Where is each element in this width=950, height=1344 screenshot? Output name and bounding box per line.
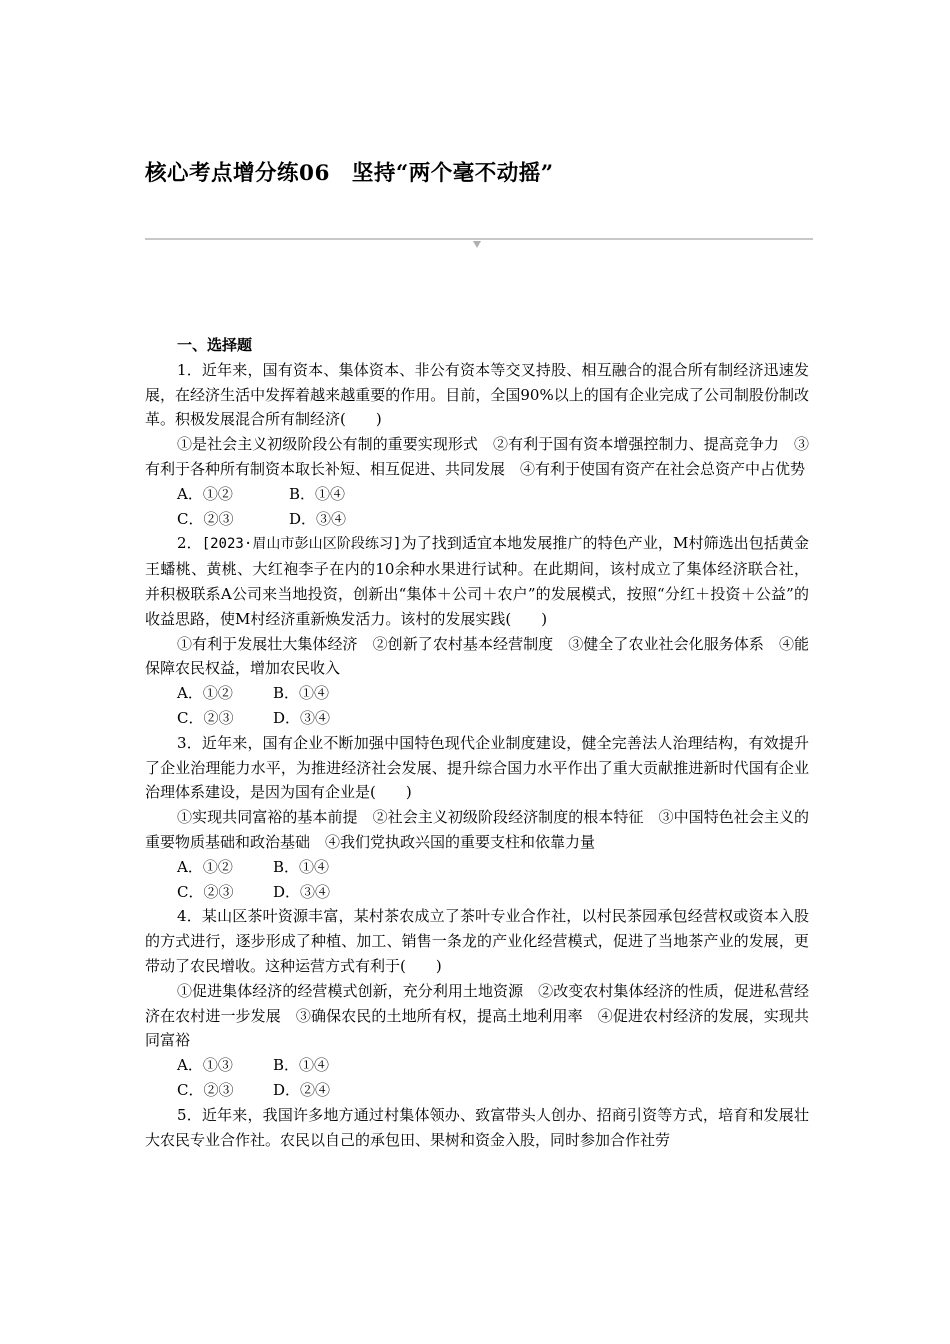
question-statements: ①实现共同富裕的基本前提 ②社会主义初级阶段经济制度的根本特征 ③中国特色社会主义的重要物质基础和政治基础 ④我们党执政兴国的重要支柱和依靠力量 xyxy=(145,808,809,851)
question-statements: ①是社会主义初级阶段公有制的重要实现形式 ②有利于国有资本增强控制力、提高竞争力 ③有利于各种所有制资本取长补短、相互促进、共同发展 ④有利于使国有资产在社会总资产中占优势 xyxy=(145,435,809,478)
choice-b[interactable]: B．①④ xyxy=(273,1056,330,1075)
question-text: 为了找到适宜本地发展推广的特色产业，M村筛选出包括黄金王蟠桃、黄桃、大红袍李子在内的10余种水果进行试种。在此期间，该村成立了集体经济联合社，并积极联系A公司来当地投资，创新出“集体＋公司＋农户”的发展模式，按照“分红＋投资＋公益”的收益思路，使M村经济重新焕发活力。该村的发展实践( ) xyxy=(145,534,809,628)
choice-c[interactable]: C．②③ xyxy=(177,509,234,528)
divider-arrow-icon xyxy=(473,241,481,248)
choice-b[interactable]: B．①④ xyxy=(273,857,330,876)
question-content xyxy=(145,333,809,1152)
question-stem xyxy=(145,531,809,631)
answer-choices xyxy=(145,855,809,905)
question-number: 2． xyxy=(177,534,202,553)
question-statements: ①有利于发展壮大集体经济 ②创新了农村基本经营制度 ③健全了农业社会化服务体系 ④能保障农民权益，增加农民收入 xyxy=(145,634,809,678)
question-stem: 5．近年来，我国许多地方通过村集体领办、致富带头人创办、招商引资等方式，培育和发展壮大农民专业合作社。农民以自己的承包田、果树和资金入股，同时参加合作社劳 xyxy=(145,1105,809,1149)
choice-a[interactable]: A．①② xyxy=(177,684,233,703)
question-statements: ①促进集体经济的经营模式创新，充分利用土地资源 ②改变农村集体经济的性质，促进私营经济在农村进一步发展 ③确保农民的土地所有权，提高土地利用率 ④促进农村经济的发展，实现共同富裕 xyxy=(145,981,809,1050)
section-heading: 一、选择题 xyxy=(177,336,253,354)
choice-a[interactable]: A．①② xyxy=(177,857,233,876)
question-source: [2023·眉山市彭山区阶段练习] xyxy=(201,536,402,553)
choice-d[interactable]: D．③④ xyxy=(289,509,347,528)
choice-c[interactable]: C．②③ xyxy=(177,1080,234,1099)
choice-a[interactable]: A．①② xyxy=(177,484,233,503)
page-title: 核心考点增分练06 坚持“两个毫不动摇” xyxy=(145,161,554,186)
choice-d[interactable]: D．③④ xyxy=(273,882,331,901)
choice-b[interactable]: B．①④ xyxy=(273,684,330,703)
answer-choices xyxy=(145,1053,809,1103)
question-stem: 4．某山区茶叶资源丰富，某村茶农成立了茶叶专业合作社，以村民茶园承包经营权或资本入股的方式进行，逐步形成了种植、加工、销售一条龙的产业化经营模式，促进了当地茶产业的发展，更带动了农民增收。这种运营方式有利于( ) xyxy=(145,907,809,975)
choice-d[interactable]: D．②④ xyxy=(273,1080,331,1099)
question-stem: 1．近年来，国有资本、集体资本、非公有资本等交叉持股、相互融合的混合所有制经济迅速发展，在经济生活中发挥着越来越重要的作用。目前，全国90%以上的国有企业完成了公司制股份制改革。积极发展混合所有制经济( ) xyxy=(145,360,809,429)
choice-b[interactable]: B．①④ xyxy=(289,484,346,503)
choice-c[interactable]: C．②③ xyxy=(177,708,234,727)
question-stem: 3．近年来，国有企业不断加强中国特色现代企业制度建设，健全完善法人治理结构，有效提升了企业治理能力水平，为推进经济社会发展、提升综合国力水平作出了重大贡献推进新时代国有企业治理体系建设，是因为国有企业是( ) xyxy=(145,733,809,802)
answer-choices xyxy=(145,681,809,731)
choice-a[interactable]: A．①③ xyxy=(177,1056,233,1075)
answer-choices xyxy=(145,482,809,532)
title-divider xyxy=(145,238,813,240)
choice-c[interactable]: C．②③ xyxy=(177,882,234,901)
choice-d[interactable]: D．③④ xyxy=(273,708,331,727)
